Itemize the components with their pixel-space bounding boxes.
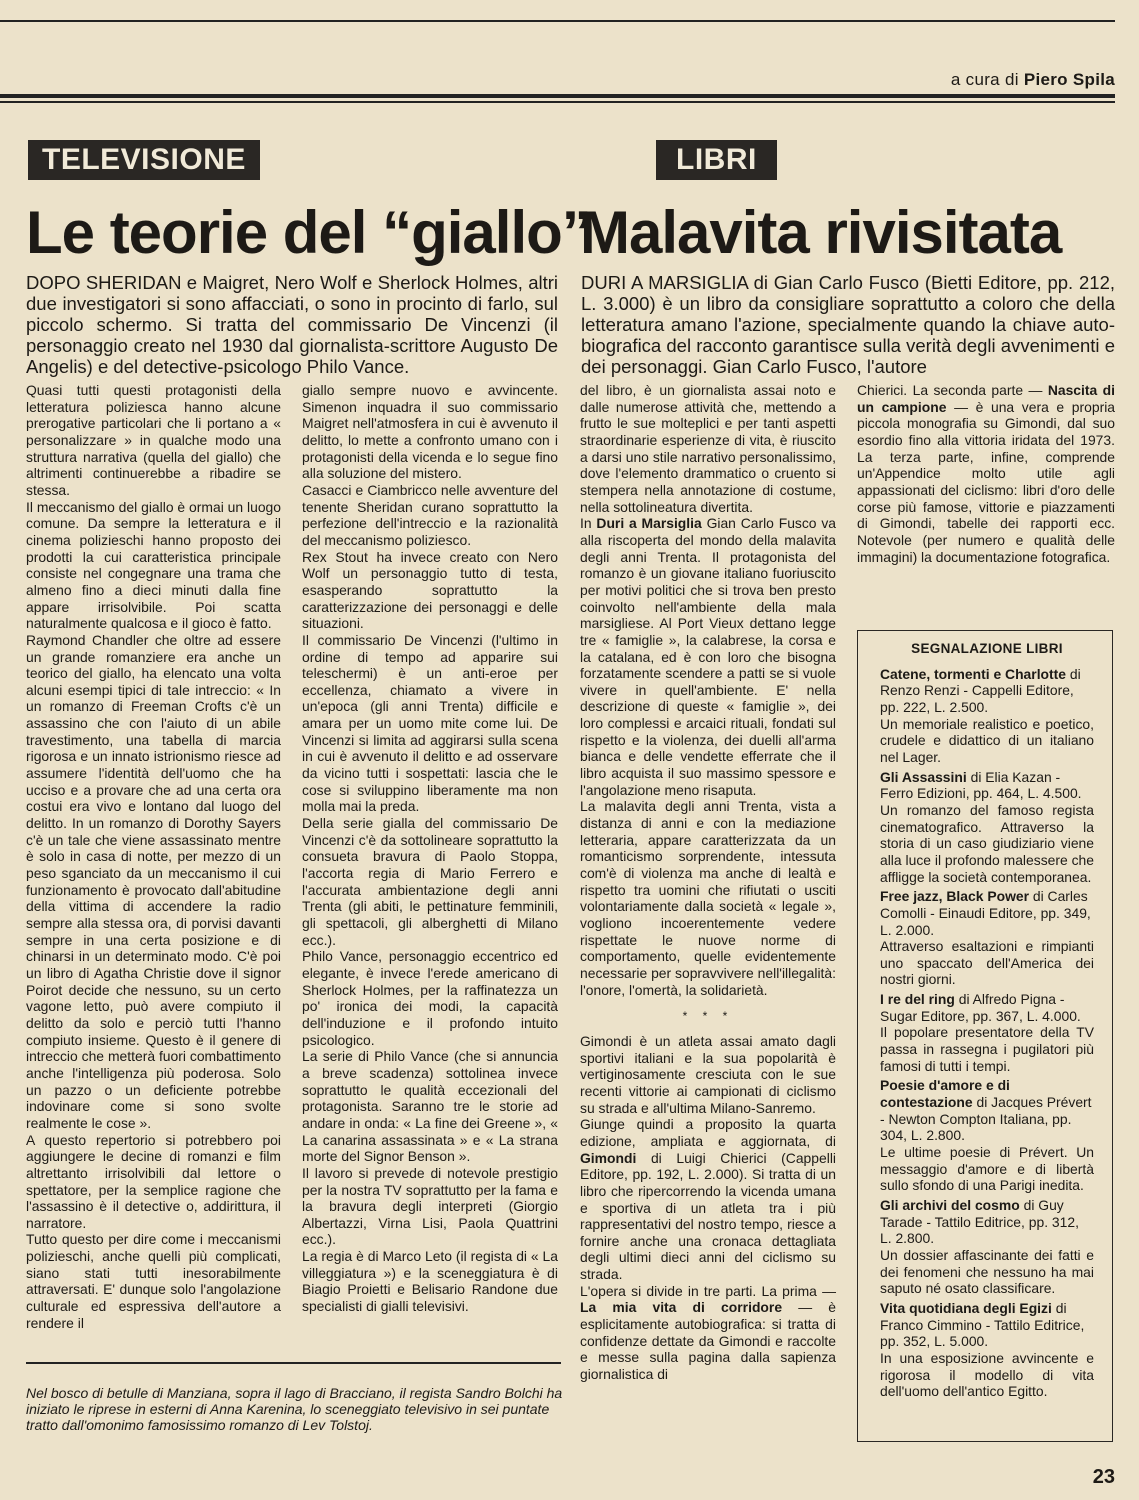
- books-paragraph: Gimondi è un atleta assai amato dagli sportivi italiani e la sua popolarità è vertiginosamente cresciuta con le sue recenti vittorie ai campionati di ciclismo su strada e all'ultima Milano-Sanremo.: [580, 1032, 836, 1116]
- headline-books: Malavita rivisitata: [580, 199, 1062, 266]
- entry-title: Poesie d'amore e di contestazione: [880, 1077, 1010, 1111]
- tv-paragraph: Quasi tutti questi protagonisti della letteratura poliziesca hanno alcune prerogative particolari che li portano a « personalizzare » in qualche modo una struttura narrativa (quella del giallo) che altrimenti continuerebbe a ribadire se stessa.: [26, 382, 281, 498]
- entry-ref: [880, 1300, 1094, 1350]
- entry-ref: [880, 991, 1094, 1024]
- entry-ref: [880, 888, 1094, 938]
- text-run: Gian Carlo Fusco va alla riscoperta del mondo della malavita degli anni Trenta. Il protagonista del romanzo è un giovane italiano fuoriuscito per motivi politici che si trova ben presto coinvolto nell'ambiente della mala marsigliese. Al Port Vieux dettano legge tre « famiglie », la calabrese, la corsa e la catalana, ed è con loro che bisogna forzatamente scendere a patti se si vuole vivere in quell'ambiente. E' nella descrizione di queste « famiglie », dei loro complessi e arcaici rituali, fondati sul rispetto e la violenza, dei duelli all'arma bianca e delle vendette efferrate che il libro acquista il suo massimo spessore e l'angolazione meno risaputa.: [580, 515, 837, 798]
- entry-ref: [880, 769, 1094, 802]
- book-entry: [880, 1300, 1094, 1400]
- tv-paragraph: Il meccanismo del giallo è ormai un luogo comune. Da sempre la letteratura e il cinema polizieschi hanno proposto dei prodotti la cui caratteristica principale consiste nel congegnare una trama che almeno fino a dieci minuti dalla fine appare irrisolvibile. Poi scatta naturalmente qualcosa e il gioco è fatto.: [26, 498, 281, 632]
- photo-caption: Nel bosco di betulle di Manziana, sopra il lago di Bracciano, il regista Sandro Bolchi ha iniziato le riprese in esterni di Anna Karenina, lo sceneggiato televisivo in sei puntate tratto dall'omonimo famosissimo romanzo di Lev Tolstoj.: [26, 1385, 563, 1433]
- curator-prefix: a cura di: [950, 70, 1019, 89]
- entry-description: Le ultime poesie di Prévert. Un messaggio d'amore e di libertà sullo sfondo di una Parigi inedita.: [880, 1144, 1094, 1194]
- text-run: — è una vera e propria piccola monografia su Gimondi, dal suo esordio fino alla vittoria iridata del 1973. La terza parte, infine, comprende un'Appendice molto utile agli appassionati del ciclismo: libri d'oro delle corse più famose, vittorie e piazzamenti di Gimondi, tabelle dei rapporti ecc. Notevole (per numero e qualità delle immagini) la documentazione fotografica.: [857, 398, 1116, 565]
- books-column-2: [857, 382, 1115, 565]
- tv-paragraph: La regia è di Marco Leto (il regista di « La villeggiatura ») e la sceneggiatura è di Biagio Proietti e Belisario Randone due specialisti di gialli televisivi.: [302, 1248, 558, 1315]
- books-paragraph: [580, 1116, 836, 1283]
- book-entry: [880, 769, 1094, 886]
- entry-title: I re del ring: [880, 991, 955, 1008]
- header-rule-thin: [0, 101, 1115, 103]
- entry-title: Gli archivi del cosmo: [880, 1197, 1020, 1213]
- entry-info: di Jacques Prévert - Newton Compton Italiana, pp. 304, L. 2.800.: [880, 1094, 1092, 1144]
- entry-description: Un memoriale realistico e poetico, crudele e didattico di un italiano nel Lager.: [880, 715, 1094, 765]
- tv-paragraph: Casacci e Ciambricco nelle avventure del tenente Sheridan curano soprattutto la perfezione dell'intreccio e la razionalità del meccanismo poliziesco.: [302, 481, 558, 548]
- tv-paragraph: Il commissario De Vincenzi (l'ultimo in ordine di tempo ad apparire sui teleschermi) è un anti-eroe per eccellenza, chiamato a vivere in un'epoca (gli anni Trenta) difficile e amara per un uomo mite come lui. De Vincenzi si limita ad aggirarsi sulla scena in cui è avvenuto il delitto e ad osservare da vicino tutti i sospettati: lascia che le cose si sviluppino liberamente ma non molla mai la preda.: [302, 631, 558, 815]
- text-run: L'opera si divide in tre parti. La prima —: [580, 1282, 836, 1299]
- books-paragraph: [857, 382, 1115, 565]
- text-run: In: [580, 515, 592, 532]
- book-entry: [880, 888, 1094, 988]
- books-paragraph: [580, 515, 836, 798]
- book-entry: [880, 1197, 1094, 1297]
- entry-info: di Guy Tarade - Tattilo Editrice, pp. 312, L. 2.800.: [880, 1197, 1079, 1247]
- section-tag-books: LIBRI: [656, 140, 777, 180]
- books-paragraph: La malavita degli anni Trenta, vista a distanza di anni e con la mediazione letteraria, appare caratterizzata da un romanticismo sorprendente, intessuta com'è di violenza ma anche di lealtà e rispetto tra uomini che rifiutati o usciti volontariamente dalla società « legale », vogliono incoerentemente vedere rispettate le nuove norme di comportamento, quelle evidentemente necessarie per sopravvivere nell'illegalità: l'onore, l'omertà, la solidarietà.: [580, 798, 836, 998]
- entry-description: Il popolare presentatore della TV passa in rassegna i pugilatori più famosi di tutti i tempi.: [880, 1024, 1094, 1074]
- book-entry: [880, 991, 1094, 1074]
- chapter-title: La mia vita di corridore: [580, 1299, 783, 1316]
- lead-books: DURI A MARSIGLIA di Gian Carlo Fusco (Bietti Editore, pp. 212, L. 3.000) è un libro da consigliare soprattutto a coloro che della letteratura amano l'azione, specialmente quando la chiave auto-biografica del racconto garantisce sulla verità degli avvenimenti e dei personaggi. Gian Carlo Fusco, l'autore: [581, 272, 1115, 377]
- chapter-title: Nascita di un campione: [857, 382, 1115, 415]
- entry-info: di Elia Kazan - Ferro Edizioni, pp. 464, L. 4.500.: [880, 768, 1082, 802]
- headline-tv: Le teorie del “giallo”: [26, 199, 591, 266]
- tv-paragraph: Tutto questo per dire come i meccanismi polizieschi, anche quelli più complicati, siano stati tutti inesorabilmente attraversati. E' dunque solo l'angolazione culturale ed espressiva dell'autore a rendere il: [26, 1231, 281, 1331]
- tv-column-1: [26, 382, 281, 1331]
- box-title: SEGNALAZIONE LIBRI: [911, 641, 1063, 656]
- tv-column-2: [302, 382, 558, 1315]
- section-tag-tv: TELEVISIONE: [28, 140, 260, 180]
- books-column-1: [580, 382, 836, 1383]
- entry-title: Gli Assassini: [880, 768, 967, 785]
- tv-paragraph: Philo Vance, personaggio eccentrico ed elegante, è invece l'erede americano di Sherlock Holmes, per la raffinatezza un po' ironica dei modi, la capacità dell'induzione e il profondo intuito psicologico.: [302, 948, 558, 1048]
- entry-ref: [880, 1197, 1094, 1247]
- entry-info: di Alfredo Pigna - Sugar Editore, pp. 367, L. 4.000.: [880, 991, 1081, 1024]
- tv-paragraph: A questo repertorio si potrebbero poi aggiungere le decine di romanzi e film altrettanto irrisolvibili dal lettore o spettatore, per la semplice ragione che l'assassino è il detective o, addirittura, il narratore.: [26, 1131, 281, 1231]
- text-run: Giunge quindi a proposito la quarta edizione, ampliata e aggiornata, di: [580, 1116, 836, 1149]
- entry-title: Vita quotidiana degli Egizi: [880, 1299, 1052, 1316]
- caption-rule: [26, 1362, 561, 1364]
- tv-paragraph: La serie di Philo Vance (che si annuncia a breve scadenza) sottolinea invece soprattutto le qualità eccezionali del protagonista. Saranno tre le storie ad andare in onda: « La fine dei Greene », « La canarina assassinata » e « La strana morte del Signor Benson ».: [302, 1048, 558, 1165]
- book-entry: [880, 666, 1094, 766]
- book-title: Gimondi: [580, 1149, 637, 1166]
- entry-ref: [880, 666, 1094, 716]
- books-paragraph: del libro, è un giornalista assai noto e dalle numerose attività che, mettendo a frutto le sue molteplici e per tanti aspetti straordinarie esperienze di vita, è riuscito a darsi uno stile narrativo personalissimo, dove l'elemento drammatico o cruento si stempera nella annotazione di costume, nella sottolineatura divertita.: [580, 382, 836, 515]
- entry-info: di Carles Comolli - Einaudi Editore, pp. 349, L. 2.000.: [880, 888, 1091, 938]
- entry-info: di Renzo Renzi - Cappelli Editore, pp. 222, L. 2.500.: [880, 665, 1081, 715]
- tv-paragraph: giallo sempre nuovo e avvincente. Simenon inquadra il suo commissario Maigret nell'atmosfera in cui è avvenuto il delitto, lo mette a confronto umano con i protagonisti della vicenda e lo segue fino alla soluzione del mistero.: [302, 382, 558, 482]
- tv-paragraph: Della serie gialla del commissario De Vincenzi c'è da sottolineare soprattutto la consueta bravura di Paolo Stoppa, l'accorta regia di Mario Ferrero e l'accurata ambientazione degli anni Trenta (gli abiti, le pettinature femminili, gli spettacoli, gli alberghetti di Milano ecc.).: [302, 815, 558, 948]
- tv-paragraph: Rex Stout ha invece creato con Nero Wolf un personaggio tutto di testa, esasperando soprattutto la caratterizzazione dei personaggi e delle situazioni.: [302, 548, 558, 632]
- book-signals-box: [857, 630, 1113, 1442]
- book-entry: [880, 1077, 1094, 1194]
- entry-ref: [880, 1077, 1094, 1144]
- tv-paragraph: Il lavoro si prevede di notevole prestigio per la nostra TV soprattutto per la fama e la bravura degli interpreti (Giorgio Albertazzi, Virna Lisi, Paola Quattrini ecc.).: [302, 1164, 558, 1248]
- text-run: di Luigi Chierici (Cappelli Editore, pp. 192, L. 2.000). Si tratta di un libro che ripercorrendo la vicenda umana e sportiva di un atleta tra i più rappresentativi del nostro tempo, riesce a fornire anche una cronaca dettagliata degli ultimi dieci anni del ciclismo su strada.: [580, 1149, 836, 1283]
- section-separator: * * *: [682, 1009, 734, 1024]
- text-run: Chierici. La seconda parte —: [857, 382, 1043, 398]
- book-title: Duri a Marsiglia: [596, 515, 702, 532]
- page-number: 23: [1092, 1466, 1115, 1488]
- tv-paragraph: Raymond Chandler che oltre ad essere un grande romanziere era anche un teorico del giallo, ha elencato una volta alcuni esempi tipici di tale intreccio: « In un romanzo di Freeman Crofts c'è un assassino che con l'aiuto di un abile travestimento, una tabella di marcia rigorosa e un innato istrionismo riesce ad assumere l'identità dell'uomo che ha ucciso e a provare che ad una certa ora costui era vivo e lontano dal luogo del delitto. In un romanzo di Dorothy Sayers c'è un tale che viene assassinato mentre è solo in casa di notte, per mezzo di un peso sganciato da un meccanismo il cui funzionamento è provocato dall'abitudine della vittima di accendere la radio sempre alla stessa ora, di porvisi davanti sempre in una certa posizione e di chinarsi in un determinato modo. C'è poi un libro di Agatha Christie dove il signor Poirot decide che nessuno, su un certo vagone letto, può avere compiuto il delitto da solo e perciò tutti l'hanno compiuto insieme. Questo è il genere di intreccio che metterà fuori combattimento anche l'intelligenza più poderosa. Solo un pazzo o un deficiente potrebbe indovinare come si sono svolte realmente le cose ».: [26, 631, 281, 1131]
- books-paragraph: [580, 1283, 836, 1383]
- header-rule-thick: [0, 94, 1115, 98]
- entry-title: Free jazz, Black Power: [880, 888, 1030, 905]
- entry-description: Attraverso esaltazioni e rimpianti uno spaccato dell'America dei nostri giorni.: [880, 938, 1094, 988]
- lead-tv: DOPO SHERIDAN e Maigret, Nero Wolf e Sherlock Holmes, altri due investigatori si sono affacciati, o sono in procinto di farlo, sul piccolo schermo. Si tratta del commissario De Vincenzi (il personaggio creato nel 1930 dal giornalista-scrittore Augusto De Angelis) e del detective-psicologo Philo Vance.: [26, 272, 558, 377]
- entry-title: Catene, tormenti e Charlotte: [880, 665, 1067, 682]
- entry-description: Un dossier affascinante dei fatti e dei fenomeni che nessuno ha mai saputo né osato classificare.: [880, 1246, 1094, 1297]
- text-run: — è esplicitamente autobiografica: si tratta di confidenze dettate da Gimondi e raccolte e messe sulla pagina dalla sapienza giornalistica di: [580, 1299, 836, 1383]
- entry-info: di Franco Cimmino - Tattilo Editrice, pp. 352, L. 5.000.: [880, 1299, 1085, 1350]
- curator-name: Piero Spila: [1023, 70, 1115, 89]
- top-thin-rule: [0, 20, 1115, 22]
- entry-description: In una esposizione avvincente e rigorosa il modello di vita dell'uomo dell'antico Egitto.: [880, 1349, 1094, 1400]
- entry-description: Un romanzo del famoso regista cinematografico. Attraverso la storia di un caso giudiziario viene alla luce il profondo malessere che affligge la società contemporanea.: [880, 801, 1094, 885]
- curator-credit: [951, 70, 1115, 90]
